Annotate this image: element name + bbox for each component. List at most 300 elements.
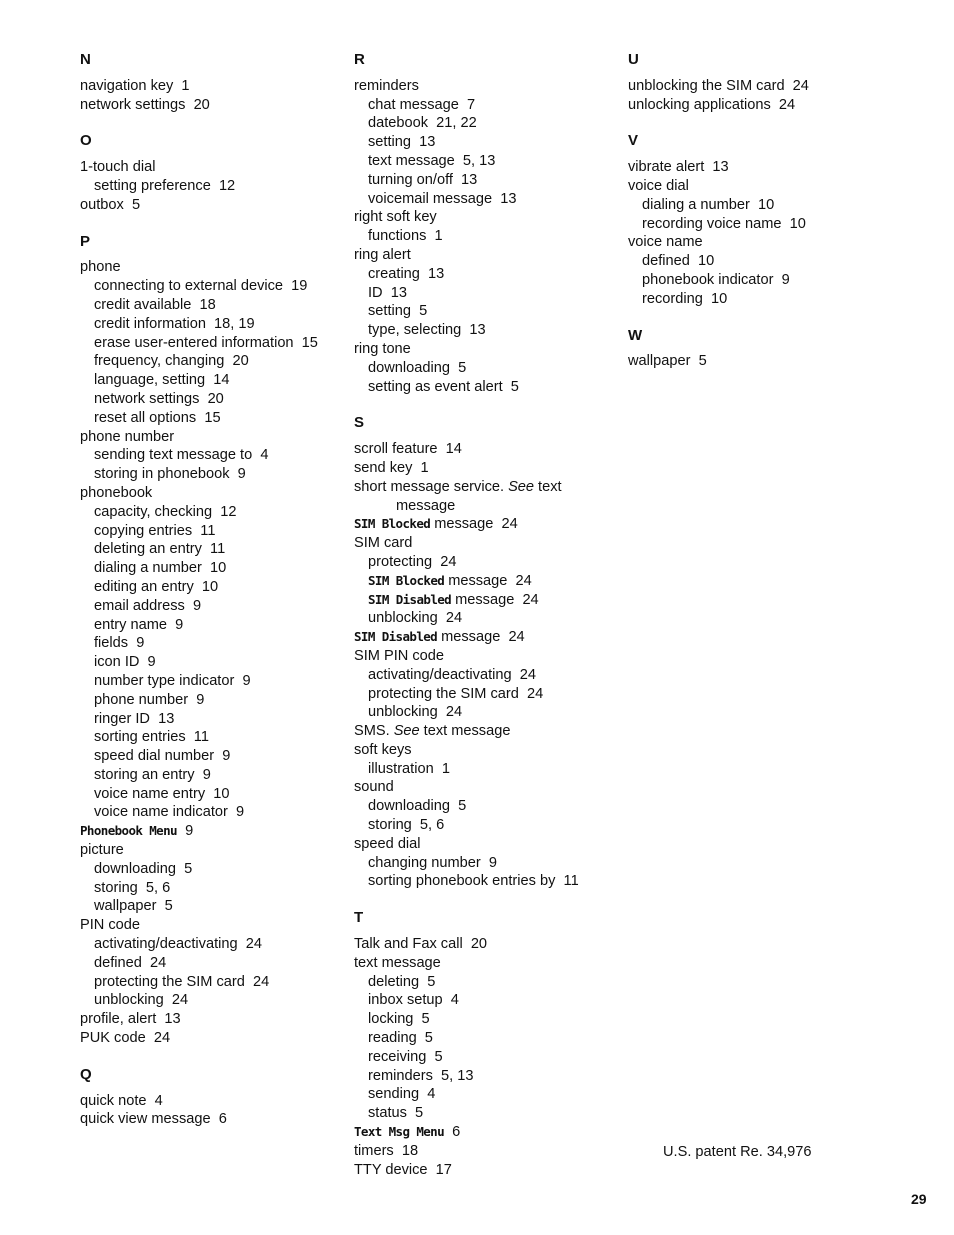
page-reference: 24: [153, 1030, 171, 1047]
patent-note: U.S. patent Re. 34,976: [663, 1144, 812, 1160]
page-reference: 12: [220, 503, 237, 520]
page-reference: 13: [164, 1011, 181, 1028]
entry-text: dialing a number: [642, 196, 750, 213]
page-reference: 24: [445, 704, 463, 721]
entry-text: sorting entries: [94, 729, 186, 746]
page-reference: 9: [192, 597, 202, 614]
index-subentry: [354, 284, 604, 303]
index-subentry: [354, 685, 604, 704]
entry-text: wallpaper: [628, 353, 691, 370]
index-entry: [80, 822, 330, 841]
entry-text: Talk and Fax call: [354, 936, 463, 953]
entry-text: message: [434, 516, 494, 533]
index-subentry: [628, 252, 878, 271]
page-reference: 24: [527, 685, 544, 702]
index-subentry: [80, 785, 330, 804]
index-subentry: [80, 409, 330, 428]
page-reference: 9: [196, 691, 205, 708]
index-subentry: [354, 302, 604, 321]
section-letter: Q: [80, 1065, 92, 1083]
index-subentry: [354, 133, 604, 152]
entry-text: message: [396, 497, 456, 514]
entry-text: unlocking applications: [628, 96, 771, 113]
entry-text: inbox setup: [368, 992, 443, 1009]
index-column-2: [354, 51, 604, 1197]
index-subentry: [354, 1067, 604, 1086]
page-reference: 9: [136, 635, 145, 652]
entry-text: phone number: [80, 428, 175, 445]
index-entry: [80, 1029, 330, 1048]
index-subentry: [80, 991, 330, 1010]
index-subentry: [80, 334, 330, 353]
entry-text: sorting phonebook entries by: [368, 873, 556, 890]
entry-text: number type indicator: [94, 672, 235, 689]
entry-text: voice dial: [628, 177, 689, 194]
entry-text: storing in phonebook: [94, 466, 230, 483]
entry-text: phonebook: [80, 484, 153, 501]
index-entry: [354, 835, 604, 854]
index-entry: [354, 778, 604, 797]
index-entry: [354, 478, 604, 497]
entry-text: type, selecting: [368, 322, 462, 339]
menu-term: Text Msg Menu: [354, 1124, 445, 1140]
index-subentry: [80, 616, 330, 635]
entry-text: setting: [368, 134, 411, 151]
page-reference: 11: [210, 541, 226, 558]
page-reference: 19: [291, 278, 308, 295]
index-section-r: [354, 51, 604, 396]
page-reference: 24: [445, 610, 463, 627]
index-subentry: [80, 691, 330, 710]
menu-term: SIM Disabled: [368, 591, 452, 607]
index-subentry: [354, 797, 604, 816]
index-entry: [354, 741, 604, 760]
index-subentry: [354, 854, 604, 873]
entry-text: profile, alert: [80, 1011, 157, 1028]
entry-text: connecting to external device: [94, 278, 284, 295]
page-reference: 10: [213, 785, 230, 802]
index-entry: [354, 497, 604, 516]
index-entry: [354, 77, 604, 96]
page-reference: 5, 6: [145, 879, 171, 896]
index-subentry: [80, 728, 330, 747]
index-subentry: [80, 315, 330, 334]
index-subentry: [80, 860, 330, 879]
page-reference: 13: [712, 159, 729, 176]
index-entry: [354, 647, 604, 666]
index-subentry: [80, 371, 330, 390]
entry-text: deleting: [368, 973, 420, 990]
index-section-p: [80, 233, 330, 1048]
index-subentry: [80, 672, 330, 691]
entry-text: creating: [368, 265, 420, 282]
entry-text: speed dial: [354, 835, 421, 852]
entry-text: network settings: [94, 390, 200, 407]
page-reference: 11: [193, 729, 209, 746]
index-entry: [354, 1161, 604, 1180]
index-subentry: [80, 897, 330, 916]
entry-text: functions: [368, 228, 427, 245]
index-entry: [354, 1142, 604, 1161]
menu-term: Phonebook Menu: [80, 823, 177, 839]
index-entry: [354, 628, 604, 647]
index-entry: [354, 1123, 604, 1142]
index-column-1: [80, 51, 330, 1147]
index-subentry: [354, 973, 604, 992]
page-reference: 5: [427, 973, 436, 990]
page-reference: 10: [710, 290, 728, 307]
page-reference: 18: [199, 296, 216, 313]
page-reference: 6: [218, 1111, 227, 1128]
page-reference: 24: [253, 973, 270, 990]
index-subentry: [80, 597, 330, 616]
index-subentry: [354, 171, 604, 190]
entry-text: setting: [368, 303, 411, 320]
menu-term: SIM Disabled: [354, 629, 438, 645]
page-reference: 5: [434, 1048, 443, 1065]
entry-text: voicemail message: [368, 190, 493, 207]
page-reference: 4: [260, 447, 269, 464]
index-subentry: [80, 277, 330, 296]
entry-text: text message: [354, 954, 441, 971]
section-letter: W: [628, 326, 643, 344]
entry-text: unblocking: [368, 704, 438, 721]
see-reference: See: [393, 723, 420, 740]
page-reference: 20: [193, 96, 210, 113]
page-reference: 5: [458, 798, 467, 815]
entry-text: quick view message: [80, 1111, 211, 1128]
entry-text: SIM card: [354, 535, 413, 552]
index-subentry: [354, 572, 604, 591]
page-reference: 13: [461, 171, 478, 188]
index-entry: [80, 841, 330, 860]
page-reference: 5, 13: [441, 1067, 474, 1084]
page-reference: 9: [202, 766, 211, 783]
page-reference: 10: [698, 253, 715, 270]
entry-text: reading: [368, 1030, 417, 1047]
entry-text: language, setting: [94, 372, 206, 389]
index-subentry: [354, 591, 604, 610]
index-entry: [628, 158, 878, 177]
index-entry: [354, 340, 604, 359]
index-entry: [628, 352, 878, 371]
index-subentry: [80, 653, 330, 672]
index-subentry: [80, 352, 330, 371]
page-reference: 4: [154, 1092, 163, 1109]
page-reference: 5: [415, 1105, 424, 1122]
entry-text: voice name: [628, 234, 703, 251]
page-reference: 1: [181, 77, 190, 94]
page-reference: 24: [171, 992, 189, 1009]
index-subentry: [80, 559, 330, 578]
entry-text: PUK code: [80, 1030, 146, 1047]
index-entry: [628, 177, 878, 196]
entry-text: network settings: [80, 96, 186, 113]
index-subentry: [354, 321, 604, 340]
page-reference: 11: [200, 522, 216, 539]
index-entry: [628, 233, 878, 252]
page-reference: 24: [245, 936, 262, 953]
index-section-w: [628, 327, 878, 372]
page-reference: 4: [427, 1086, 436, 1103]
index-entry: [354, 459, 604, 478]
page-reference: 10: [201, 578, 219, 595]
page-reference: 21, 22: [436, 115, 477, 132]
entry-text: turning on/off: [368, 171, 453, 188]
entry-text: SMS.: [354, 723, 390, 740]
entry-text: protecting the SIM card: [94, 973, 245, 990]
index-entry: [80, 916, 330, 935]
page-reference: 24: [440, 553, 457, 570]
index-entry: [354, 208, 604, 227]
entry-text: right soft key: [354, 209, 437, 226]
index-subentry: [354, 666, 604, 685]
index-entry: [354, 722, 604, 741]
entry-text: ring tone: [354, 340, 411, 357]
entry-text: protecting the SIM card: [368, 685, 519, 702]
page-reference: 10: [789, 215, 806, 232]
page-reference: 9: [488, 854, 498, 871]
index-subentry: [354, 359, 604, 378]
entry-text: reminders: [354, 77, 419, 94]
index-subentry: [354, 816, 604, 835]
entry-text: downloading: [368, 359, 450, 376]
page-number: 29: [911, 1191, 927, 1207]
index-entry: [80, 77, 330, 96]
entry-text: editing an entry: [94, 578, 194, 595]
page-reference: 5: [510, 378, 519, 395]
entry-text: text message: [368, 152, 455, 169]
entry-text: ID: [368, 284, 383, 301]
section-letter: T: [354, 909, 364, 927]
page-reference: 13: [469, 322, 486, 339]
index-entry: [354, 440, 604, 459]
entry-text: TTY device: [354, 1161, 428, 1178]
page-reference: 10: [210, 560, 227, 577]
entry-text: sound: [354, 779, 394, 796]
index-subentry: [80, 522, 330, 541]
index-section-t: [354, 909, 604, 1179]
entry-text: dialing a number: [94, 560, 202, 577]
index-subentry: [80, 390, 330, 409]
page-reference: 5, 13: [462, 152, 496, 169]
entry-text: scroll feature: [354, 441, 438, 458]
page-reference: 13: [419, 134, 436, 151]
entry-text: vibrate alert: [628, 159, 705, 176]
index-subentry: [354, 872, 604, 891]
index-section-q: [80, 1066, 330, 1129]
page-reference: 24: [792, 77, 809, 94]
index-subentry: [80, 296, 330, 315]
page-reference: 7: [466, 96, 476, 113]
page-reference: 13: [500, 190, 517, 207]
page-reference: 9: [237, 466, 246, 483]
page-reference: 18: [401, 1142, 419, 1159]
page-reference: 9: [175, 616, 184, 633]
entry-text: datebook: [368, 115, 429, 132]
entry-text: protecting: [368, 553, 433, 570]
page-reference: 9: [235, 804, 245, 821]
entry-text: illustration: [368, 760, 434, 777]
page-reference: 24: [150, 954, 167, 971]
index-subentry: [628, 196, 878, 215]
index-subentry: [354, 265, 604, 284]
entry-text: send key: [354, 459, 413, 476]
entry-text: reminders: [368, 1067, 433, 1084]
page-reference: 24: [515, 572, 532, 589]
entry-text: defined: [94, 954, 142, 971]
index-subentry: [354, 152, 604, 171]
entry-text: downloading: [94, 860, 176, 877]
index-entry: [80, 428, 330, 447]
page-reference: 24: [522, 591, 539, 608]
entry-text: speed dial number: [94, 748, 215, 765]
page-reference: 5: [424, 1030, 433, 1047]
index-column-3: [628, 51, 878, 389]
index-entry: [354, 954, 604, 973]
entry-text: chat message: [368, 96, 459, 113]
see-target: text message: [423, 723, 511, 740]
index-subentry: [354, 190, 604, 209]
index-entry: [80, 158, 330, 177]
entry-text: reset all options: [94, 409, 197, 426]
entry-text: setting as event alert: [368, 378, 503, 395]
index-entry: [628, 77, 878, 96]
entry-text: receiving: [368, 1048, 427, 1065]
page-reference: 10: [758, 196, 775, 213]
entry-text: icon ID: [94, 654, 140, 671]
index-subentry: [354, 760, 604, 779]
index-subentry: [80, 879, 330, 898]
page-reference: 9: [147, 654, 156, 671]
index-subentry: [80, 973, 330, 992]
entry-text: timers: [354, 1142, 394, 1159]
entry-text: credit available: [94, 296, 192, 313]
menu-term: SIM Blocked: [354, 516, 431, 532]
entry-text: fields: [94, 635, 129, 652]
page-reference: 5: [698, 353, 707, 370]
index-entry: [80, 96, 330, 115]
index-entry: [354, 534, 604, 553]
page-reference: 5: [419, 303, 428, 320]
page-reference: 12: [218, 177, 236, 194]
entry-text: copying entries: [94, 522, 193, 539]
entry-text: message: [455, 591, 515, 608]
entry-text: phone number: [94, 691, 189, 708]
entry-text: sending: [368, 1086, 420, 1103]
index-subentry: [628, 271, 878, 290]
index-subentry: [80, 578, 330, 597]
entry-text: wallpaper: [94, 898, 157, 915]
entry-text: PIN code: [80, 917, 141, 934]
page-reference: 9: [185, 823, 194, 840]
entry-text: capacity, checking: [94, 503, 213, 520]
menu-term: SIM Blocked: [368, 572, 445, 588]
entry-text: defined: [642, 253, 690, 270]
entry-text: sending text message to: [94, 447, 253, 464]
entry-text: SIM PIN code: [354, 647, 445, 664]
entry-text: ring alert: [354, 246, 411, 263]
entry-text: erase user-entered information: [94, 334, 294, 351]
index-subentry: [80, 465, 330, 484]
index-section-n: [80, 51, 330, 114]
entry-text: ringer ID: [94, 710, 150, 727]
page-reference: 6: [452, 1124, 461, 1141]
page-reference: 24: [778, 96, 796, 113]
page-reference: 14: [445, 441, 462, 458]
entry-text: message: [448, 572, 508, 589]
section-letter: O: [80, 132, 92, 150]
page-reference: 5: [421, 1011, 430, 1028]
index-subentry: [80, 954, 330, 973]
entry-text: picture: [80, 842, 124, 859]
page-reference: 5: [458, 359, 467, 376]
page-reference: 5: [131, 196, 141, 213]
entry-text: 1-touch dial: [80, 159, 156, 176]
entry-text: downloading: [368, 798, 450, 815]
index-entry: [80, 196, 330, 215]
index-entry: [354, 515, 604, 534]
index-entry: [80, 1010, 330, 1029]
entry-text: outbox: [80, 196, 124, 213]
entry-text: activating/deactivating: [94, 936, 238, 953]
index-entry: [80, 1110, 330, 1129]
section-letter: V: [628, 132, 639, 150]
index-subentry: [354, 96, 604, 115]
page-reference: 15: [301, 334, 318, 351]
section-letter: U: [628, 51, 639, 68]
entry-text: storing: [94, 879, 138, 896]
index-section-u: [628, 51, 878, 114]
index-subentry: [80, 935, 330, 954]
entry-text: email address: [94, 597, 185, 614]
entry-text: deleting an entry: [94, 541, 202, 558]
section-letter: R: [354, 51, 365, 68]
page-reference: 24: [519, 666, 536, 683]
page-reference: 5: [164, 898, 173, 915]
entry-text: storing an entry: [94, 766, 195, 783]
page-reference: 5: [184, 860, 193, 877]
index-subentry: [354, 114, 604, 133]
page-reference: 9: [242, 672, 251, 689]
index-section-s: [354, 414, 604, 891]
index-entry: [628, 96, 878, 115]
entry-text: frequency, changing: [94, 353, 225, 370]
page-reference: 20: [207, 390, 224, 407]
entry-text: soft keys: [354, 741, 412, 758]
index-entry: [354, 935, 604, 954]
entry-text: quick note: [80, 1092, 147, 1109]
index-subentry: [80, 446, 330, 465]
index-subentry: [354, 1029, 604, 1048]
index-subentry: [354, 1104, 604, 1123]
page-reference: 1: [441, 760, 450, 777]
index-subentry: [80, 766, 330, 785]
index-subentry: [80, 540, 330, 559]
entry-text: phone: [80, 259, 121, 276]
page-reference: 24: [501, 516, 518, 533]
entry-text: credit information: [94, 315, 206, 332]
index-subentry: [354, 703, 604, 722]
index-subentry: [354, 1048, 604, 1067]
index-subentry: [354, 378, 604, 397]
page-reference: 5, 6: [419, 817, 445, 834]
index-subentry: [628, 290, 878, 309]
section-letter: N: [80, 51, 91, 68]
entry-text: activating/deactivating: [368, 666, 512, 683]
page-reference: 20: [232, 353, 249, 370]
page-reference: 13: [158, 710, 175, 727]
